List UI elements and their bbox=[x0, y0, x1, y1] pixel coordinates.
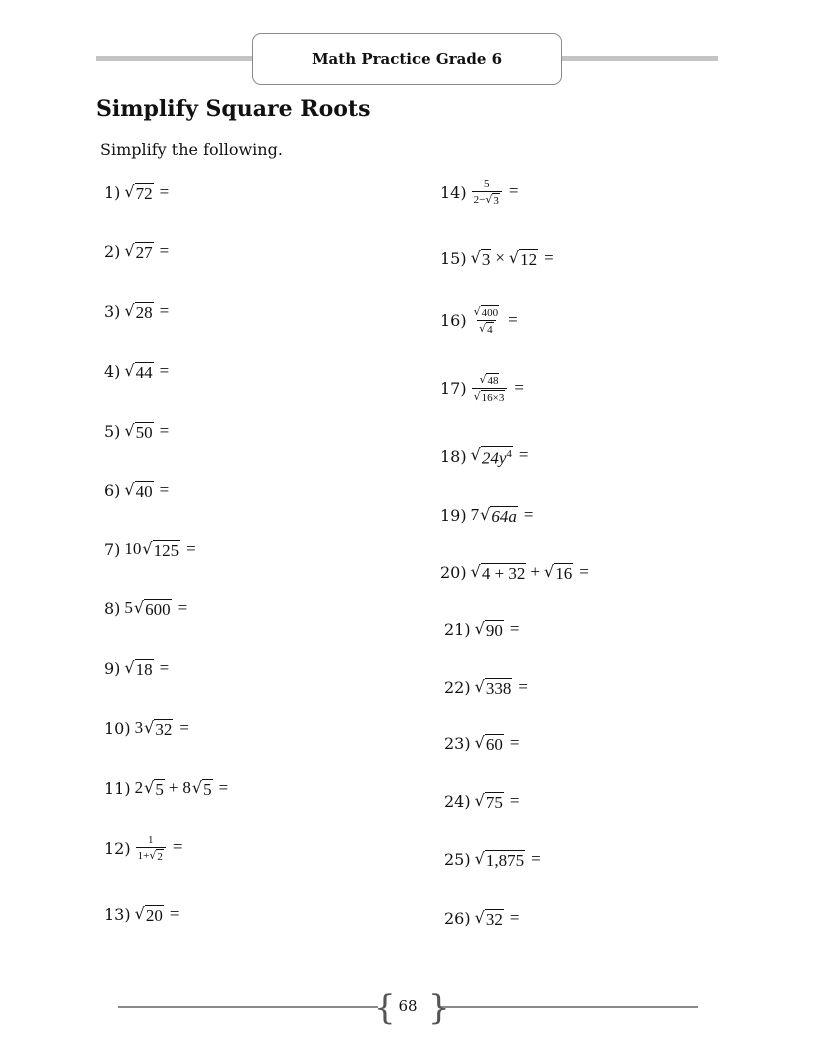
problem-expression bbox=[471, 505, 534, 527]
radicand: 3 bbox=[481, 250, 491, 269]
problem-12 bbox=[104, 834, 182, 863]
header-rule-right bbox=[562, 56, 718, 61]
denominator bbox=[472, 191, 502, 207]
square-root bbox=[475, 620, 504, 641]
radical-sign: √ bbox=[470, 562, 481, 581]
problem-number: 6) bbox=[104, 481, 121, 501]
equals-sign: = bbox=[523, 505, 534, 524]
radicand: 27 bbox=[135, 243, 153, 262]
problem-number: 14) bbox=[440, 183, 467, 203]
square-root bbox=[479, 373, 499, 387]
square-root bbox=[142, 540, 180, 561]
problem-7 bbox=[104, 539, 196, 561]
equals-sign: = bbox=[544, 248, 554, 267]
header-rule-left bbox=[96, 56, 252, 61]
radical-sign: √ bbox=[470, 445, 481, 464]
radicand: 32 bbox=[155, 720, 173, 739]
left-brace-ornament: { bbox=[374, 988, 396, 1028]
equals-sign: = bbox=[172, 837, 183, 857]
equals-sign: = bbox=[218, 778, 229, 797]
denominator-term: 2− bbox=[473, 194, 486, 206]
square-root bbox=[124, 422, 153, 443]
problem-expression bbox=[475, 733, 520, 755]
fraction bbox=[472, 178, 502, 207]
operator: + bbox=[530, 562, 540, 581]
equals-sign: = bbox=[518, 677, 528, 696]
radical-sign: √ bbox=[485, 193, 493, 206]
radical-sign: √ bbox=[133, 598, 145, 617]
problem-expression bbox=[135, 778, 229, 800]
radical-sign: √ bbox=[474, 791, 485, 810]
square-root bbox=[192, 779, 213, 800]
problem-expression bbox=[124, 480, 169, 502]
radical-sign: √ bbox=[191, 778, 203, 797]
problem-number: 1) bbox=[104, 183, 121, 203]
problem-number: 26) bbox=[444, 909, 471, 929]
radicand: 20 bbox=[145, 906, 163, 925]
radical-sign: √ bbox=[474, 908, 485, 927]
radical-sign: √ bbox=[142, 539, 153, 558]
radicand: 5 bbox=[203, 780, 212, 799]
radicand: 3 bbox=[493, 195, 499, 207]
problem-2 bbox=[104, 241, 169, 263]
problem-expression bbox=[135, 718, 189, 740]
square-root bbox=[475, 909, 504, 930]
equals-sign: = bbox=[179, 718, 189, 737]
square-root bbox=[124, 481, 153, 502]
radicand: 338 bbox=[485, 679, 512, 698]
problem-number: 8) bbox=[104, 599, 121, 619]
problem-number: 15) bbox=[440, 249, 467, 269]
fraction bbox=[472, 373, 508, 404]
radical-sign: √ bbox=[480, 505, 491, 524]
radical-sign: √ bbox=[124, 658, 135, 677]
problem-expression bbox=[471, 373, 524, 404]
problem-15 bbox=[440, 248, 554, 270]
radical-sign: √ bbox=[473, 305, 481, 318]
square-root bbox=[134, 599, 172, 620]
problem-number: 22) bbox=[444, 678, 471, 698]
radicand: 28 bbox=[135, 303, 153, 322]
problem-expression bbox=[124, 301, 169, 323]
problem-14 bbox=[440, 178, 518, 207]
coefficient: 8 bbox=[182, 778, 191, 797]
problem-11 bbox=[104, 778, 228, 800]
problem-expression bbox=[124, 361, 169, 383]
square-root bbox=[135, 905, 164, 926]
section-title: Simplify Square Roots bbox=[96, 96, 371, 122]
problem-expression bbox=[475, 677, 528, 699]
problem-number: 17) bbox=[440, 379, 467, 399]
radicand: 75 bbox=[485, 793, 503, 812]
footer-rule-left bbox=[118, 1006, 378, 1008]
problem-expression bbox=[475, 908, 520, 930]
radicand: 600 bbox=[145, 600, 171, 619]
equals-sign: = bbox=[531, 849, 541, 868]
equals-sign: = bbox=[508, 309, 518, 329]
radicand: 18 bbox=[135, 660, 153, 679]
problem-expression bbox=[475, 619, 520, 641]
problem-1 bbox=[104, 182, 169, 204]
square-root bbox=[124, 362, 153, 383]
problem-expression bbox=[124, 182, 169, 204]
radical-sign: √ bbox=[124, 480, 135, 499]
radicand bbox=[481, 446, 513, 468]
equals-sign: = bbox=[169, 904, 180, 923]
radical-sign: √ bbox=[479, 322, 487, 336]
numerator bbox=[472, 305, 502, 320]
problem-number: 23) bbox=[444, 734, 471, 754]
radical-sign: √ bbox=[134, 904, 145, 923]
problem-number: 20) bbox=[440, 563, 467, 583]
square-root bbox=[471, 249, 492, 270]
radical-sign: √ bbox=[474, 733, 485, 752]
problem-5 bbox=[104, 421, 169, 443]
square-root bbox=[124, 302, 153, 323]
radicand bbox=[490, 506, 518, 527]
radicand: 90 bbox=[485, 621, 503, 640]
instructions: Simplify the following. bbox=[100, 140, 283, 159]
radicand: 48 bbox=[487, 375, 499, 387]
radicand: 4 bbox=[487, 324, 493, 337]
radicand: 400 bbox=[481, 307, 499, 319]
problem-expression bbox=[124, 539, 195, 561]
numerator bbox=[477, 373, 501, 388]
problem-expression bbox=[135, 904, 180, 926]
radicand-base: 24y bbox=[481, 448, 507, 468]
equals-sign: = bbox=[186, 539, 196, 558]
square-root bbox=[144, 779, 165, 800]
radicand: 32 bbox=[485, 910, 503, 929]
radicand: 1,875 bbox=[485, 851, 525, 870]
problem-expression bbox=[471, 445, 529, 468]
square-root bbox=[124, 659, 153, 680]
equals-sign: = bbox=[159, 421, 170, 440]
coefficient: 2 bbox=[134, 778, 144, 797]
square-root bbox=[479, 322, 494, 336]
problem-expression bbox=[475, 849, 541, 871]
square-root bbox=[124, 183, 153, 204]
problem-10 bbox=[104, 718, 189, 740]
problem-19 bbox=[440, 505, 533, 527]
equals-sign: = bbox=[159, 241, 170, 260]
problem-expression bbox=[135, 834, 183, 863]
problem-21 bbox=[444, 619, 519, 641]
radicand: 12 bbox=[520, 250, 538, 269]
square-root bbox=[474, 305, 500, 319]
problem-number: 9) bbox=[104, 659, 121, 679]
denominator-term: 1+ bbox=[137, 850, 150, 862]
fraction bbox=[136, 834, 166, 863]
problem-expression bbox=[471, 248, 554, 270]
problem-number: 12) bbox=[104, 839, 131, 859]
fraction bbox=[472, 305, 502, 336]
problem-number: 7) bbox=[104, 540, 121, 560]
denominator bbox=[477, 320, 496, 336]
operator: + bbox=[168, 778, 179, 797]
equals-sign: = bbox=[509, 908, 520, 927]
equals-sign: = bbox=[509, 791, 520, 810]
radical-sign: √ bbox=[124, 241, 135, 260]
problem-expression bbox=[124, 421, 169, 443]
equals-sign: = bbox=[509, 619, 520, 638]
problem-number: 21) bbox=[444, 620, 471, 640]
problem-8 bbox=[104, 598, 187, 620]
coefficient: 3 bbox=[134, 718, 144, 737]
problem-number: 13) bbox=[104, 905, 131, 925]
equals-sign: = bbox=[518, 445, 529, 464]
square-root bbox=[124, 242, 153, 263]
radicand: 16×3 bbox=[481, 392, 505, 405]
square-root bbox=[471, 446, 513, 468]
problem-number: 10) bbox=[104, 719, 131, 739]
radical-sign: √ bbox=[470, 248, 481, 267]
problem-16 bbox=[440, 305, 518, 336]
equals-sign: = bbox=[508, 181, 519, 201]
square-root bbox=[475, 850, 525, 871]
numerator: 1 bbox=[147, 834, 154, 846]
radical-sign: √ bbox=[144, 718, 155, 737]
radical-sign: √ bbox=[474, 849, 485, 868]
square-root bbox=[475, 678, 513, 699]
radical-sign: √ bbox=[124, 421, 135, 440]
header-title: Math Practice Grade 6 bbox=[311, 50, 503, 68]
problem-3 bbox=[104, 301, 169, 323]
problem-expression bbox=[471, 178, 519, 207]
radicand: 2 bbox=[157, 851, 163, 863]
equals-sign: = bbox=[159, 480, 170, 499]
problem-26 bbox=[444, 908, 519, 930]
radicand: 72 bbox=[135, 184, 153, 203]
radicand: 4 + 32 bbox=[481, 564, 526, 583]
square-root bbox=[471, 563, 527, 584]
problem-20 bbox=[440, 562, 589, 584]
radical-sign: √ bbox=[544, 562, 555, 581]
radicand: 5 bbox=[155, 780, 164, 799]
square-root bbox=[485, 193, 500, 207]
problem-number: 4) bbox=[104, 362, 121, 382]
equals-sign: = bbox=[509, 733, 520, 752]
problem-18 bbox=[440, 445, 528, 468]
numerator: 5 bbox=[483, 178, 490, 190]
radical-sign: √ bbox=[124, 182, 135, 201]
coefficient: 5 bbox=[124, 598, 133, 617]
problem-number: 18) bbox=[440, 447, 467, 467]
radical-sign: √ bbox=[149, 849, 157, 862]
problem-number: 16) bbox=[440, 311, 467, 331]
radical-sign: √ bbox=[508, 248, 520, 267]
problem-23 bbox=[444, 733, 519, 755]
header-title-box bbox=[252, 33, 562, 85]
radicand: 40 bbox=[135, 482, 153, 501]
problem-expression bbox=[475, 791, 520, 813]
problem-4 bbox=[104, 361, 169, 383]
page-number: 68 bbox=[398, 997, 418, 1015]
square-root bbox=[509, 249, 538, 270]
problem-number: 19) bbox=[440, 506, 467, 526]
coefficient: 7 bbox=[470, 505, 480, 524]
problem-22 bbox=[444, 677, 528, 699]
problem-number: 5) bbox=[104, 422, 121, 442]
problem-number: 2) bbox=[104, 242, 121, 262]
radical-sign: √ bbox=[124, 301, 135, 320]
square-root bbox=[475, 792, 504, 813]
problem-number: 24) bbox=[444, 792, 471, 812]
square-root bbox=[144, 719, 173, 740]
equals-sign: = bbox=[159, 301, 170, 320]
problem-expression bbox=[471, 562, 589, 584]
problem-number: 25) bbox=[444, 850, 471, 870]
radical-sign: √ bbox=[479, 373, 487, 386]
square-root bbox=[544, 563, 573, 584]
problem-number: 11) bbox=[104, 779, 131, 799]
radicand: 16 bbox=[555, 564, 573, 583]
square-root bbox=[149, 849, 164, 863]
radical-sign: √ bbox=[124, 361, 135, 380]
equals-sign: = bbox=[514, 377, 524, 397]
problem-9 bbox=[104, 658, 169, 680]
equals-sign: = bbox=[159, 658, 170, 677]
equals-sign: = bbox=[159, 361, 170, 380]
problem-number: 3) bbox=[104, 302, 121, 322]
denominator bbox=[136, 847, 166, 863]
problem-expression bbox=[124, 658, 169, 680]
radicand: 125 bbox=[153, 541, 180, 560]
problem-24 bbox=[444, 791, 519, 813]
problem-expression bbox=[124, 598, 187, 620]
problem-13 bbox=[104, 904, 179, 926]
equals-sign: = bbox=[177, 598, 188, 617]
square-root bbox=[474, 390, 506, 404]
footer-rule-right bbox=[438, 1006, 698, 1008]
radical-sign: √ bbox=[144, 778, 155, 797]
operator: × bbox=[495, 248, 505, 267]
exponent: 4 bbox=[506, 448, 512, 460]
radical-sign: √ bbox=[474, 619, 485, 638]
problem-17 bbox=[440, 373, 524, 404]
radical-sign: √ bbox=[473, 390, 481, 404]
radicand: 60 bbox=[485, 735, 503, 754]
radicand: 44 bbox=[135, 363, 153, 382]
equals-sign: = bbox=[159, 182, 170, 201]
radicand-value: 64a bbox=[491, 507, 517, 526]
square-root bbox=[480, 506, 518, 527]
denominator bbox=[472, 388, 508, 404]
radical-sign: √ bbox=[474, 677, 485, 696]
problem-6 bbox=[104, 480, 169, 502]
equals-sign: = bbox=[579, 562, 589, 581]
coefficient: 10 bbox=[124, 539, 142, 558]
radicand: 50 bbox=[135, 423, 153, 442]
problem-25 bbox=[444, 849, 541, 871]
right-brace-ornament: } bbox=[428, 988, 450, 1028]
square-root bbox=[475, 734, 504, 755]
problem-expression bbox=[124, 241, 169, 263]
problem-expression bbox=[471, 305, 518, 336]
